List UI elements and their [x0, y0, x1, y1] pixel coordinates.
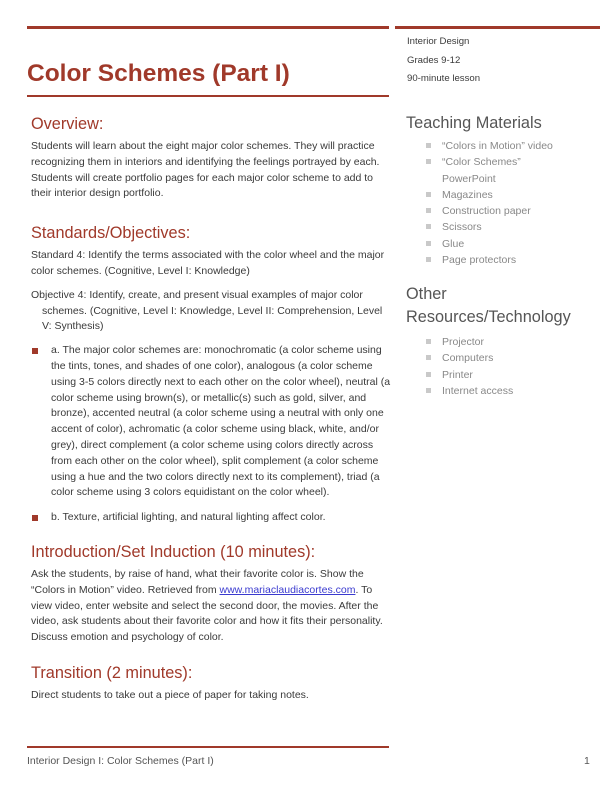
list-item: Page protectors — [406, 252, 556, 268]
list-item: “Colors in Motion” video — [406, 138, 556, 154]
square-bullet-icon — [32, 348, 38, 354]
teaching-materials-list — [406, 138, 556, 268]
bullet-icon — [426, 372, 431, 377]
transition-text: Direct students to take out a piece of paper for taking notes. — [31, 688, 309, 701]
other-resources-heading: Other Resources/Technology — [406, 285, 571, 326]
teaching-materials — [406, 112, 606, 268]
transition-heading: Transition (2 minutes): — [31, 663, 193, 682]
title-underline — [27, 95, 389, 97]
standards-bullets — [31, 343, 391, 526]
list-item: Internet access — [406, 383, 606, 399]
introduction-heading: Introduction/Set Induction (10 minutes): — [31, 542, 316, 561]
introduction-text: Ask the students, by raise of hand, what their favorite color is. Show the “Colors in Motion” video. Retrieved from www.mariaclaudiacortes.com. To view video, enter website and select the second door, the movies. After the video, ask students about their favorite color and how it fits their personality. Discuss emotion and psychology of color. — [31, 567, 383, 644]
bullet-icon — [426, 241, 431, 246]
list-item: a. The major color schemes are: monochromatic (a color scheme using the tints, tones, and shades of one color), analogous (a color scheme using 3-5 colors directly next to each other on the color wheel), neutral (a color scheme using brown(s), or metallic(s) such as gold, silver, and bronze), accented neutral (a color scheme using a neutral with only one accent of color), achromatic (a color scheme using black, white, and/or grey), direct complement (a color scheme using colors directly across from each other on the color wheel), split complement (a color scheme using a hue and the two colors directly next to its complement), triad (a color scheme using 3 colors equidistant on the color wheel). — [31, 343, 391, 501]
other-resources — [406, 283, 606, 399]
list-item: Magazines — [406, 187, 556, 203]
page-number: 1 — [584, 755, 590, 767]
footer-rule — [27, 746, 389, 748]
footer-title: Interior Design I: Color Schemes (Part I) — [27, 755, 214, 767]
bullet-icon — [426, 143, 431, 148]
square-bullet-icon — [32, 515, 38, 521]
other-resources-list — [406, 334, 606, 399]
main-column — [31, 114, 391, 704]
standard-4: Standard 4: Identify the terms associated with the color wheel and the major color schemes. (Cognitive, Level I: Knowledge) — [31, 249, 385, 277]
bullet-icon — [426, 339, 431, 344]
list-item: “Color Schemes” PowerPoint — [406, 154, 556, 187]
header-rule-left — [27, 26, 389, 29]
meta-duration: 90-minute lesson — [407, 73, 481, 84]
bullet-icon — [426, 159, 431, 164]
teaching-materials-heading: Teaching Materials — [406, 114, 542, 132]
bullet-icon — [426, 192, 431, 197]
overview-text: Students will learn about the eight major color schemes. They will practice recognizing them in interiors and identifying the feelings portrayed by each. Students will create portfolio pages for each major color scheme to add to their interior design portfolio. — [31, 140, 380, 200]
standards-heading: Standards/Objectives: — [31, 224, 191, 243]
bullet-icon — [426, 355, 431, 360]
list-item: Computers — [406, 350, 606, 366]
bullet-icon — [426, 208, 431, 213]
list-item: b. Texture, artificial lighting, and natural lighting affect color. — [31, 510, 391, 526]
list-item: Scissors — [406, 219, 556, 235]
meta-course: Interior Design — [407, 36, 470, 47]
header-rule-right — [395, 26, 600, 29]
meta-grades: Grades 9-12 — [407, 55, 461, 66]
list-item: Glue — [406, 236, 556, 252]
bullet-icon — [426, 257, 431, 262]
list-item: Printer — [406, 367, 606, 383]
overview-heading: Overview: — [31, 115, 104, 133]
list-item: Construction paper — [406, 203, 556, 219]
page-title: Color Schemes (Part I) — [27, 60, 290, 87]
website-link[interactable]: www.mariaclaudiacortes.com — [219, 583, 356, 596]
list-item: Projector — [406, 334, 606, 350]
bullet-icon — [426, 224, 431, 229]
bullet-icon — [426, 388, 431, 393]
objective-4: Objective 4: Identify, create, and present visual examples of major color schemes. (Cognitive, Level I: Knowledge, Level II: Comprehension, Level V: Synthesis) — [31, 288, 383, 333]
